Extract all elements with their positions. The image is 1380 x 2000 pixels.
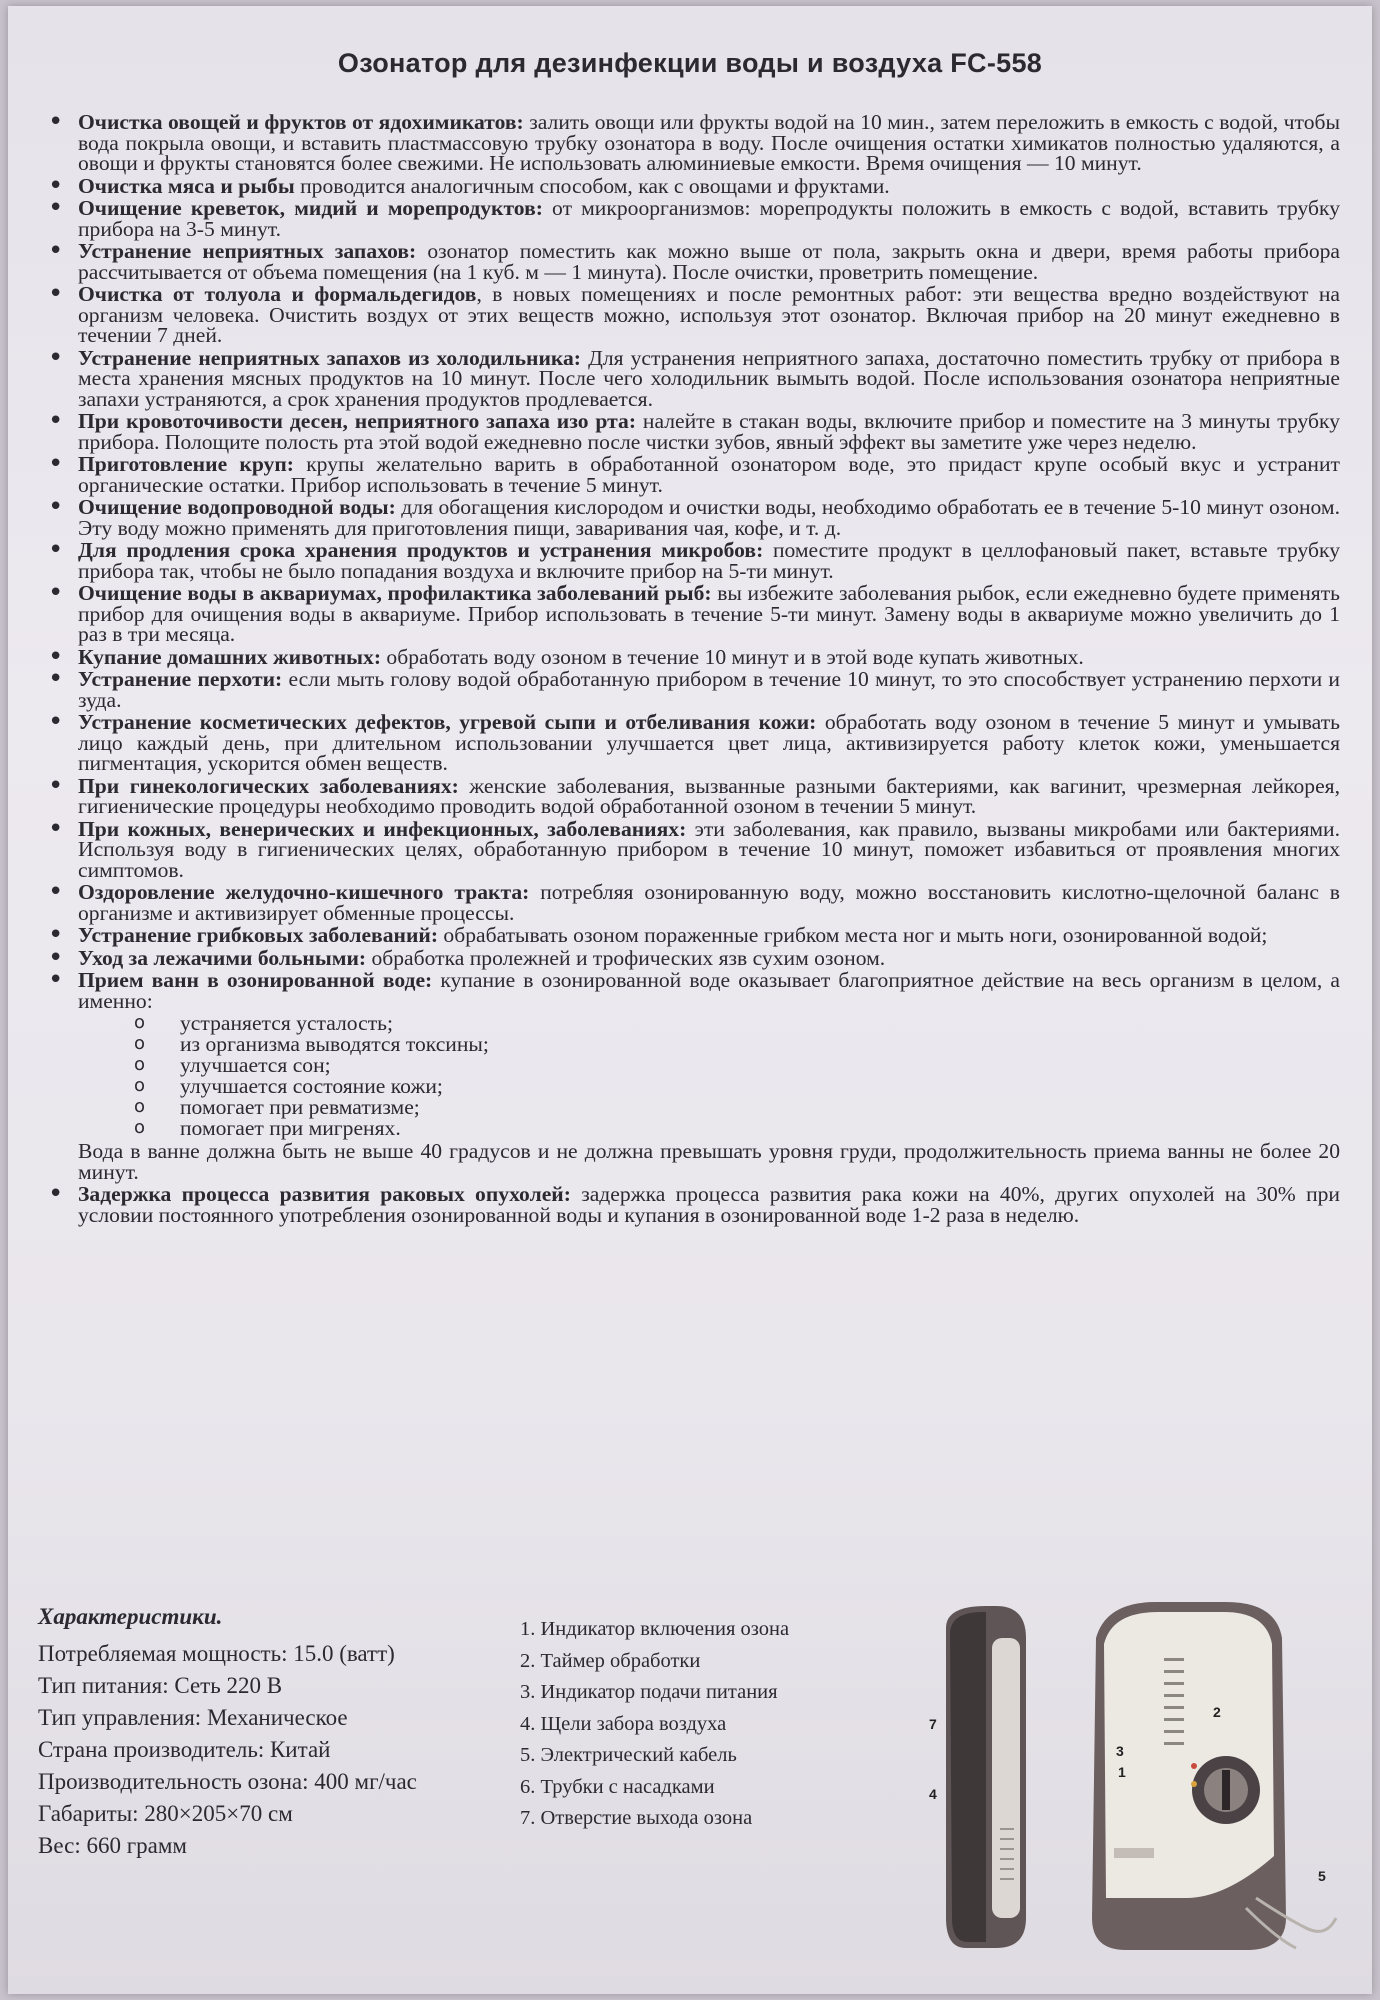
usage-item-text: от микроорганизмов: морепродукты положить в емкость с водой, вставить трубку прибора на 3-5 минут. (78, 196, 1340, 241)
bath-effect-item: o помогает при мигренях. (134, 1118, 1340, 1139)
spec-line: Тип управления: Механическое (38, 1705, 348, 1730)
usage-item (44, 583, 1340, 645)
specs-list (38, 1638, 518, 1862)
callout-3: 3 (1116, 1743, 1124, 1759)
usage-item-heading: Уход за лежачими больными: (78, 945, 367, 970)
spec-line: Тип питания: Сеть 220 В (38, 1673, 283, 1698)
usage-item (44, 773, 1340, 818)
specifications (38, 1604, 518, 1862)
specs-title: Характеристики. (38, 1604, 223, 1629)
usage-item-text: озонатор поместить как можно выше от пола, закрыть окна и двери, время работы прибора рассчитывается от объема помещения (на 1 куб. м — 1 минута). После очистки, проветрить помещение. (78, 239, 1341, 284)
usage-item (44, 540, 1340, 581)
usage-item-text: обработка пролежней и трофических язв сухим озоном. (366, 945, 886, 970)
usage-item-heading: Для продления срока хранения продуктов и устранения микробов: (78, 538, 764, 562)
usage-item-text: задержка процесса развития рака кожи на 40%, других опухолей на 30% при условии постоянного употребления озонированной воды и купания в озонированной воде 1-2 раза в неделю. (78, 1182, 1340, 1227)
usage-item-text: обработать воду озоном в течение 5 минут и умывать лицо каждый день, при длительном использовании улучшается цвет лица, активизируется работу клеток кожи, уменьшается пигментация, ускорится обмен веществ. (78, 710, 1340, 775)
spec-line: Страна производитель: Китай (38, 1737, 331, 1762)
spec-line: Вес: 660 грамм (38, 1833, 187, 1858)
usage-item-text: купание в озонированной воде оказывает благоприятное действие на весь организм в целом, а именно: (78, 968, 1340, 1013)
bath-effect-item: o улучшается состояние кожи; (134, 1076, 1340, 1097)
spec-line: Производительность озона: 400 мг/час (38, 1769, 417, 1794)
spec-line: Потребляемая мощность: 15.0 (ватт) (38, 1641, 395, 1666)
usage-item-text: Для устранения неприятного запаха, достаточно поместить трубку от прибора в места хранения мясных продуктов на 10 минут. После чего холодильник вымыть водой. После использования озонатора неприятные запахи устраняются, а срок хранения продуктов продлевается. (78, 345, 1340, 411)
usage-item-heading: Прием ванн в озонированной воде: (78, 968, 433, 992)
usage-item-heading: Устранение косметических дефектов, угревой сыпи и отбеливания кожи: (78, 710, 817, 734)
usage-item-text: обработать воду озоном в течение 10 минут и в этой воде купать животных. (381, 644, 1084, 669)
bath-effect-item: o устраняется усталость; (134, 1013, 1340, 1034)
usage-item-text: если мыть голову водой обработанную прибором в течение 10 минут, то это способствует устранению перхоти и зуда. (78, 667, 1340, 712)
usage-item (44, 284, 1340, 346)
bath-effects-list (134, 1013, 1340, 1139)
callout-4: 4 (929, 1786, 937, 1802)
usage-item (44, 454, 1340, 495)
spec-line: Габариты: 280×205×70 см (38, 1801, 293, 1826)
usage-item-heading: Устранение грибковых заболеваний: (78, 923, 439, 947)
usage-list-container (44, 112, 1340, 1227)
parts-legend (520, 1614, 900, 1835)
usage-item-heading: При кожных, венерических и инфекционных, заболеваниях: (78, 816, 687, 841)
bath-effect-item: o улучшается сон; (134, 1055, 1340, 1076)
usage-item-heading: Очистка овощей и фруктов от ядохимикатов: (78, 110, 524, 134)
usage-item (44, 712, 1340, 774)
usage-item-heading: При гинекологических заболеваниях: (78, 773, 459, 798)
usage-item (44, 644, 1340, 669)
part-legend-item: 2. Таймер обработки (520, 1649, 701, 1672)
usage-list (44, 112, 1340, 1225)
usage-item (44, 1184, 1340, 1225)
usage-item (44, 925, 1340, 946)
usage-item (44, 198, 1340, 239)
usage-item (44, 882, 1340, 923)
usage-item-text: для обогащения кислородом и очистки воды, необходимо обработать ее в течение 5-10 минут озоном. Эту воду можно применять для приготовления пищи, заваривания чая, кофе, и т. д. (78, 495, 1340, 540)
page-title: Озонатор для дезинфекции воды и воздуха FC-558 (337, 48, 1043, 78)
usage-item-text: залить овощи или фрукты водой на 10 мин., затем переложить в емкость с водой, чтобы вода покрыла овощи, и вставить пластмассовую трубку озонатора в воду. После очищения остатки химикатов полностью удаляются, а овощи и фрукты становятся более свежими. Не использовать алюминиевые емкости. Время очищения — 10 минут. (78, 110, 1340, 175)
usage-item-text: проводится аналогичным способом, как с овощами и фруктами. (294, 173, 890, 198)
usage-item-heading: Очистка от толуола и формальдегидов (78, 282, 477, 306)
usage-item-heading: Очищение воды в аквариумах, профилактика заболеваний рыб: (78, 581, 712, 605)
usage-item (44, 345, 1340, 411)
usage-item-heading: При кровоточивости десен, неприятного запаха изо рта: (78, 409, 637, 433)
usage-item (44, 411, 1340, 452)
usage-item-heading: Задержка процесса развития раковых опухолей: (78, 1182, 571, 1206)
usage-item-text: потребляя озонированную воду, можно восстановить кислотно-щелочной баланс в организме и активизирует обменные процессы. (78, 880, 1340, 925)
usage-item-heading: Очищение креветок, мидий и морепродуктов: (78, 196, 543, 220)
part-legend-item: 6. Трубки с насадками (520, 1775, 715, 1798)
part-legend-item: 4. Щели забора воздуха (520, 1712, 727, 1735)
callout-7: 7 (929, 1716, 937, 1732)
usage-item-heading: Устранение неприятных запахов из холодильника: (78, 345, 582, 370)
callout-2: 2 (1213, 1704, 1221, 1720)
instruction-sheet (8, 6, 1372, 1994)
ozonator-device-image (926, 1598, 1346, 1958)
part-legend-item: 5. Электрический кабель (520, 1744, 737, 1766)
usage-item-heading: Оздоровление желудочно-кишечного тракта: (78, 880, 530, 904)
usage-item (44, 816, 1340, 882)
usage-item-heading: Устранение неприятных запахов: (78, 239, 417, 263)
usage-item (44, 173, 1340, 198)
usage-item (44, 669, 1340, 710)
callout-1: 1 (1118, 1764, 1126, 1780)
device-illustration (926, 1598, 1346, 1958)
usage-item-text: вы избежите заболевания рыбок, если ежедневно будете применять прибор для очищения воды в аквариуме. Прибор использовать в течение 5-ти минут. Замену воды в аквариуме можно увеличить до 1 раз в три месяца. (78, 581, 1340, 646)
callout-5: 5 (1318, 1868, 1326, 1884)
usage-item-text: обрабатывать озоном пораженные грибком места ног и мыть ноги, озонированной водой; (438, 923, 1268, 947)
usage-item-heading: Купание домашних животных: (78, 644, 382, 669)
bath-effect-item: o из организма выводятся токсины; (134, 1034, 1340, 1055)
part-legend-item: 3. Индикатор подачи питания (520, 1681, 778, 1703)
usage-item-text: налейте в стакан воды, включите прибор и поместите на 3 минуты трубку прибора. Полощите полость рта этой водой ежедневно после чистки зубов, явный эффект вы заметите уже через неделю. (78, 409, 1341, 454)
part-legend-item: 7. Отверстие выхода озона (520, 1807, 753, 1829)
usage-item-text: поместите продукт в целлофановый пакет, вставьте трубку прибора так, чтобы не было попадания воздуха и включите прибор на 5-ти минут. (78, 538, 1340, 583)
usage-item-heading: Очистка мяса и рыбы (78, 173, 295, 198)
usage-item (44, 241, 1340, 282)
usage-item-text: крупы желательно варить в обработанной озонатором воде, это придаст крупе особый вкус и устранит органические остатки. Прибор использовать в течение 5 минут. (78, 452, 1340, 497)
part-legend-item: 1. Индикатор включения озона (520, 1618, 790, 1640)
usage-item-text: эти заболевания, как правило, вызваны микробами или бактериями. Используя воду в гигиенических целях, обработанную прибором в течение 10 минут, поможет избавиться от проявления многих симптомов. (78, 816, 1340, 882)
usage-item-text: , в новых помещениях и после ремонтных работ: эти вещества вредно воздействуют на организм человека. Очистить воздух от этих веществ можно, используя этот озонатор. Включая прибор на 20 минут ежедневно в течении 7 дней. (78, 282, 1340, 347)
bath-effect-item: o помогает при ревматизме; (134, 1097, 1340, 1118)
usage-item (44, 945, 1340, 970)
usage-item (44, 970, 1340, 1182)
bath-note: Вода в ванне должна быть не выше 40 градусов и не должна превышать уровня груди, продолжительность приема ванны не более 20 минут. (78, 1139, 1340, 1184)
usage-item-heading: Очищение водопроводной воды: (78, 495, 396, 519)
usage-item (44, 497, 1340, 538)
usage-item-heading: Приготовление круп: (78, 452, 294, 476)
usage-item-heading: Устранение перхоти: (78, 667, 283, 691)
usage-item (44, 112, 1340, 174)
usage-item-text: женские заболевания, вызванные разными бактериями, как вагинит, чрезмерная лейкорея, гигиенические процедуры необходимо проводить водой обработанной озоном в течении 5 минут. (78, 773, 1340, 818)
